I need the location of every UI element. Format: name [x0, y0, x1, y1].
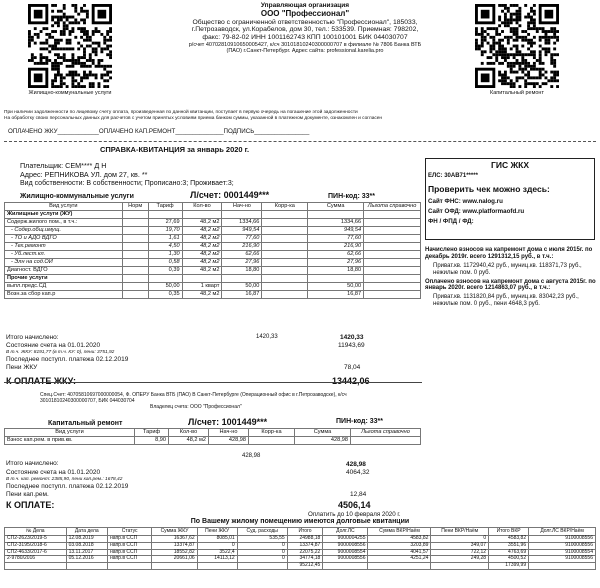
zhku-cell-sum: 949,54 [308, 227, 364, 235]
debt-footer-cell [107, 563, 151, 570]
gis-els: ЕЛС: 30АВ71***** [428, 173, 478, 179]
zhku-cell-name: Прочие услуги [5, 275, 123, 283]
zhku-cell-corr [262, 235, 308, 243]
zhku-col-header: Нач-но [222, 203, 262, 211]
debt-cell: 4763,69 [489, 549, 529, 556]
kap-last-pay-label: Последнее поступл. платежа 02.12.2019 [6, 483, 129, 490]
zhku-cell-name: Жилищные услуги (ЖУ) [5, 211, 123, 219]
debt-cell: 9100008556 [529, 556, 596, 563]
zhku-cell-benefit [364, 219, 421, 227]
zhku-cell-qty [182, 275, 222, 283]
org-line4: г.Петрозаводск, ул.Корабелов, дом 30, тел.: 533539. Приемная: 798202, [191, 26, 419, 34]
zhku-state-note: В т.ч. ЖКУ: 8191,77 (в т.ч. КУ: 0), пени: 3751,92 [6, 350, 115, 355]
zhku-cell-qty: 1 кварт [182, 283, 222, 291]
zhku-cell-acc: 216,90 [222, 243, 262, 251]
notice-2: На обработку своих персональных данных для расчетов с учетом принятых условиям приема банком суммы, указанной в платежном документе, ознакомлен и согласен [4, 116, 383, 121]
org-header [150, 2, 460, 55]
org-line7: (ПАО) г.Санкт-Петербург. Адрес сайта: professional.karelia.pro [226, 48, 384, 55]
kap-row-qty: 48,2 м2 [169, 437, 209, 445]
debt-col-header: Пени ЖКУ [197, 528, 237, 536]
debt-cell: 4500,52 [489, 556, 529, 563]
zhku-pay-label: К ОПЛАТЕ ЖКУ: [6, 376, 77, 386]
debt-cell: 9100008556 [529, 536, 596, 543]
debt-footer-cell [368, 563, 431, 570]
debt-footer-cell [323, 563, 368, 570]
debt-cell: 4251,24 [368, 556, 431, 563]
zhku-col-header: Норм [122, 203, 148, 211]
debt-cell: 05.12.2016 [66, 556, 107, 563]
debt-cell: напр.в ССП [107, 556, 151, 563]
debt-cell: напр.в ССП [107, 542, 151, 549]
kap-account: Л/счет: 1001449*** [188, 417, 268, 427]
debt-cell: 9100008556 [529, 542, 596, 549]
zhku-row [5, 243, 421, 251]
zhku-cell-norm [122, 275, 148, 283]
debt-cell: 4583,82 [489, 536, 529, 543]
kap-col-header: Тариф [135, 429, 169, 437]
debt-col-header: Сумма ВКР/Наём [368, 528, 431, 536]
zhku-pin: ПИН-код: 33** [328, 193, 375, 200]
zhku-cell-sum [308, 211, 364, 219]
zhku-cell-benefit [364, 259, 421, 267]
org-line5: факс: 79-82-02 ИНН 1001162743 КПП 100101001 БИК 044030707 [202, 34, 408, 42]
zhku-cell-norm [122, 227, 148, 235]
zhku-cell-qty: 48,2 м2 [182, 251, 222, 259]
debt-cell: СП2-3195/2018-6 [5, 542, 67, 549]
zhku-cell-name: - Уб.лест.кл. [5, 251, 123, 259]
debt-col-header: Долг.ЛС ВКР/Наём [529, 528, 596, 536]
debt-col-header: Долг.ЛС [323, 528, 368, 536]
zhku-last-pay-val: 78,04 [344, 364, 361, 371]
debt-cell: СП2-4633/2017-6 [5, 549, 67, 556]
zhku-row [5, 227, 421, 235]
debt-cell: 3551,96 [489, 542, 529, 549]
zhku-cell-acc: 27,96 [222, 259, 262, 267]
zhku-cell-norm [122, 235, 148, 243]
zhku-cell-tariff: 19,70 [148, 227, 182, 235]
kap-totals [4, 453, 421, 518]
zhku-cell-benefit [364, 235, 421, 243]
zhku-cell-sum: 50,00 [308, 283, 364, 291]
zhku-cell-sum: 18,80 [308, 267, 364, 275]
zhku-cell-qty: 48,2 м2 [182, 219, 222, 227]
kap-table [4, 428, 421, 445]
zhku-account: Л/счет: 0001449*** [190, 190, 270, 200]
qr-caption-kap: Капитальный ремонт [489, 90, 544, 96]
debt-row [5, 542, 596, 549]
zhku-row [5, 219, 421, 227]
side-info [425, 247, 597, 308]
zhku-row [5, 267, 421, 275]
org-line3: Общество с ограниченной ответственностью "Профессионал", 185033, [192, 18, 418, 26]
gis-fns: Сайт ФНС: www.nalog.ru [428, 198, 503, 205]
debt-footer-cell [197, 563, 237, 570]
receipt-title: СПРАВКА-КВИТАНЦИЯ за январь 2020 г. [100, 145, 250, 154]
debt-cell: 0 [431, 536, 489, 543]
payer: Плательщик: СЕМ**** Д Н [20, 161, 107, 170]
cut-line [4, 141, 596, 142]
side-p2: Приват.кв. 1172940,42 руб., муниц.кв. 118371,73 руб., нежилые пом. 0 руб. [433, 262, 582, 276]
zhku-col-header: Тариф [148, 203, 182, 211]
side-p1: Начислено взносов на капремонт дома с июля 2015г. по декабрь 2019г. всего 1291312,15 руб., в т.ч.: [425, 247, 593, 260]
zhku-cell-acc: 62,66 [222, 251, 262, 259]
paid-signature-line: ОПЛАЧЕНО ЖКУ____________ОПЛАЧЕНО КАП.РЕМОНТ______________ПОДПИСЬ________________ [8, 128, 310, 135]
zhku-cell-norm [122, 219, 148, 227]
kap-peni-label: Пени кап.рем. [6, 491, 49, 498]
debt-cell: 8085,01 [197, 536, 237, 543]
debt-cell: 9000008556 [323, 556, 368, 563]
zhku-cell-acc: 949,54 [222, 227, 262, 235]
spec-line3: Владелец счета: ООО "Профессионал" [150, 403, 242, 410]
zhku-col-header: Кол-во [182, 203, 222, 211]
zhku-cell-benefit [364, 267, 421, 275]
zhku-cell-qty: 48,2 м2 [182, 267, 222, 275]
qr-caption-zhku: Жилищно-коммунальные услуги [28, 90, 112, 96]
debt-cell: 13.11.2017 [66, 549, 107, 556]
kap-col-header: Вид услуги [5, 429, 135, 437]
qr-code-zhku [28, 4, 112, 88]
debt-footer-row [5, 563, 596, 570]
kap-total-label: Итого начислено: [6, 460, 59, 467]
zhku-cell-norm [122, 251, 148, 259]
zhku-cell-qty: 48,2 м2 [182, 291, 222, 299]
zhku-cell-norm [122, 259, 148, 267]
zhku-col-header: Льгота справочно [364, 203, 421, 211]
zhku-divider [4, 382, 422, 383]
debt-cell: 535,55 [237, 536, 287, 543]
debt-col-header: Итого [287, 528, 323, 536]
zhku-cell-name: - ТО и АДО ВДГО [5, 235, 123, 243]
kap-head-row [5, 429, 421, 437]
debt-cell: 03.08.2018 [66, 542, 107, 549]
zhku-cell-tariff: 4,50 [148, 243, 182, 251]
gis-box [425, 158, 595, 240]
debt-footer-total: 95212,45 [287, 563, 323, 570]
kap-row-acc: 428,98 [209, 437, 249, 445]
zhku-row [5, 251, 421, 259]
zhku-col-header: Корр-ка [262, 203, 308, 211]
debt-cell: 14113,12 [197, 556, 237, 563]
zhku-cell-corr [262, 219, 308, 227]
zhku-cell-tariff [148, 275, 182, 283]
debt-cell: 722,12 [431, 549, 489, 556]
zhku-cell-corr [262, 267, 308, 275]
gis-check: Проверить чек можно здесь: [428, 184, 550, 194]
zhku-cell-norm [122, 291, 148, 299]
debt-cell: 0 [237, 549, 287, 556]
zhku-row [5, 259, 421, 267]
zhku-peni-label: Пени ЖКУ [6, 364, 38, 371]
debt-footer-cell [529, 563, 596, 570]
kap-total-acc: 428,98 [242, 453, 261, 459]
debt-cell: напр.в ССП [107, 549, 151, 556]
zhku-cell-benefit [364, 227, 421, 235]
debt-cell: 9000008556 [323, 542, 368, 549]
debt-col-header: Дата дела [66, 528, 107, 536]
zhku-cell-corr [262, 291, 308, 299]
kap-col-header: Кол-во [169, 429, 209, 437]
property-info: Вид собственности: В собственности; Прописано:3; Проживает:3; [20, 180, 234, 187]
debt-footer-cell [66, 563, 107, 570]
zhku-total-acc: 1420,33 [256, 334, 278, 340]
zhku-cell-norm [122, 211, 148, 219]
zhku-total-label: Итого начислено: [6, 334, 59, 341]
zhku-cell-corr [262, 283, 308, 291]
zhku-cell-sum: 16,87 [308, 291, 364, 299]
kap-pay-label: К ОПЛАТЕ: [6, 500, 55, 510]
address: Адрес: РЕПНИКОВА УЛ. дом 27, кв. ** [20, 170, 148, 179]
debt-cell: 12.08.2019 [66, 536, 107, 543]
spec-line1: Спец.Счет: 40705810697000000054, Ф. ОПЕРУ Банка ВТБ (ПАО) В Санкт-Петербурге (Операционный офис в г.Петрозаводске), к/сч [40, 392, 347, 398]
debt-cell: 13374,87 [152, 542, 197, 549]
zhku-header: Жилищно-коммунальные услуги [20, 193, 134, 200]
zhku-cell-tariff [148, 211, 182, 219]
zhku-cell-benefit [364, 251, 421, 259]
zhku-cell-norm [122, 283, 148, 291]
debt-cell: 4041,57 [368, 549, 431, 556]
zhku-pay-val: 13442,06 [332, 376, 370, 386]
kap-row-sum: 428,98 [295, 437, 351, 445]
kap-header: Капитальный ремонт [48, 420, 123, 427]
zhku-table [4, 202, 421, 299]
notice-1: При наличии задолженности по лицевому счету оплата, произведенная по данной квитанции, поступает в первую очередь на погашение этой задолженности [4, 110, 358, 115]
qr-code-kap [475, 4, 559, 88]
zhku-row [5, 235, 421, 243]
debt-cell: напр.в ССП [107, 536, 151, 543]
zhku-head-row [5, 203, 421, 211]
zhku-cell-tariff: 27,69 [148, 219, 182, 227]
debt-cell: 22075,22 [287, 549, 323, 556]
kap-state-val: 4064,32 [346, 469, 370, 476]
zhku-col-header: Сумма [308, 203, 364, 211]
zhku-cell-norm [122, 243, 148, 251]
side-p4: Приват.кв. 1131820,84 руб., муниц.кв. 83042,23 руб., нежилые пом. 0 руб., пени 4648,3 руб. [433, 294, 579, 308]
kap-pay-until: Оплатить до 10 февраля 2020 г. [308, 511, 401, 518]
debt-cell: 34774,18 [287, 556, 323, 563]
debt-col-header: Пени ВКР/Наём [431, 528, 489, 536]
zhku-cell-acc: 1334,66 [222, 219, 262, 227]
zhku-state-val: 11943,69 [338, 342, 365, 349]
zhku-cell-corr [262, 243, 308, 251]
gis-fn: ФН / ФПД / ФД: [428, 218, 474, 225]
zhku-cell-tariff: 1,30 [148, 251, 182, 259]
zhku-row [5, 291, 421, 299]
kap-row [5, 437, 421, 445]
zhku-cell-sum [308, 275, 364, 283]
kap-total-sum: 428,98 [346, 461, 366, 468]
debt-footer-vkr: 17399,99 [489, 563, 529, 570]
zhku-cell-tariff: 1,61 [148, 235, 182, 243]
kap-col-header: Льгота справочно [351, 429, 421, 437]
zhku-cell-name: Диагност. ВДГО [5, 267, 123, 275]
zhku-cell-qty: 48,2 м2 [182, 259, 222, 267]
zhku-cell-name: - Элн на сод.ОИ [5, 259, 123, 267]
gis-ofd: Сайт ОФД: www.platformaofd.ru [428, 208, 525, 215]
debt-cell: 16367,62 [152, 536, 197, 543]
debt-cell: 9000004255 [323, 536, 368, 543]
debt-cell: 0 [197, 542, 237, 549]
kap-row-tariff: 8,90 [135, 437, 169, 445]
kap-row-corr [249, 437, 295, 445]
zhku-cell-benefit [364, 243, 421, 251]
debt-cell: 3203,89 [368, 542, 431, 549]
debt-cell: 20661,06 [152, 556, 197, 563]
zhku-cell-benefit [364, 291, 421, 299]
zhku-row [5, 275, 421, 283]
zhku-cell-sum: 1334,66 [308, 219, 364, 227]
zhku-cell-name: выпл.предс.СД [5, 283, 123, 291]
zhku-cell-acc: 18,80 [222, 267, 262, 275]
kap-col-header: Нач-но [209, 429, 249, 437]
debt-footer-cell [431, 563, 489, 570]
debt-footer-cell [5, 563, 67, 570]
zhku-cell-acc [222, 275, 262, 283]
zhku-cell-benefit [364, 211, 421, 219]
zhku-totals [4, 334, 421, 394]
zhku-cell-corr [262, 211, 308, 219]
debt-cell: СП2-2623/2019-5 [5, 536, 67, 543]
zhku-cell-acc: 16,87 [222, 291, 262, 299]
zhku-row [5, 283, 421, 291]
zhku-cell-acc [222, 211, 262, 219]
zhku-cell-tariff: 0,39 [148, 267, 182, 275]
debt-cell: 13374,87 [287, 542, 323, 549]
debt-cell: 3522,4 [197, 549, 237, 556]
zhku-cell-qty [182, 211, 222, 219]
zhku-cell-name: Содерж.жилого пом., в т.ч.: [5, 219, 123, 227]
debt-cell: 18552,82 [152, 549, 197, 556]
gis-title: ГИС ЖКХ [491, 160, 529, 170]
zhku-cell-corr [262, 275, 308, 283]
zhku-cell-sum: 27,96 [308, 259, 364, 267]
zhku-total-sum: 1420,33 [340, 334, 364, 341]
kap-col-header: Корр-ка [249, 429, 295, 437]
debt-col-header: Итого ВКР [489, 528, 529, 536]
debt-cell: 24988,18 [287, 536, 323, 543]
zhku-cell-tariff: 50,00 [148, 283, 182, 291]
side-p3: Оплачено взносов на капремонт дома с августа 2015г. по январь 2020г. всего 1214863,07 руб., в т.ч.: [425, 278, 596, 292]
kap-pin: ПИН-код: 33** [336, 418, 383, 425]
zhku-row [5, 211, 421, 219]
zhku-cell-qty: 48,2 м2 [182, 243, 222, 251]
zhku-state-label: Состояние счета на 01.01.2020 [6, 342, 101, 349]
debt-cell: 349,07 [431, 542, 489, 549]
spec-account [40, 393, 440, 410]
zhku-cell-qty: 48,2 м2 [182, 235, 222, 243]
kap-row-name: Взнос кап.рем. в прив.кв. [5, 437, 135, 445]
kap-last-pay-val: 12,84 [350, 491, 367, 498]
zhku-cell-corr [262, 227, 308, 235]
kap-pay-val: 4506,14 [338, 500, 371, 510]
zhku-cell-sum: 216,90 [308, 243, 364, 251]
kap-row-benefit [351, 437, 421, 445]
org-line6: р/счет 40702810910650005427, к/сч 30101810240300000707 в филиале № 7806 Банка ВТБ [188, 42, 422, 49]
zhku-cell-acc: 50,00 [222, 283, 262, 291]
debt-cell: 0 [237, 556, 287, 563]
debt-footer-cell [237, 563, 287, 570]
zhku-cell-tariff: 0,58 [148, 259, 182, 267]
debt-cell: 0 [237, 542, 287, 549]
debt-cell: 9000008554 [323, 549, 368, 556]
debt-cell: 9100008554 [529, 549, 596, 556]
zhku-cell-tariff: 0,35 [148, 291, 182, 299]
zhku-cell-corr [262, 259, 308, 267]
spec-line2: 30101810240300000707, БИК 044030704 [40, 397, 135, 404]
debt-col-header: Сумма ЖКУ [152, 528, 197, 536]
debt-cell: 4583,82 [368, 536, 431, 543]
zhku-cell-corr [262, 251, 308, 259]
debt-cell: 2-9780/2016 [5, 556, 67, 563]
org-name: ООО "Профессионал" [260, 9, 350, 19]
zhku-col-header: Вид услуги [5, 203, 123, 211]
zhku-cell-name: - Содер.общ.имущ. [5, 227, 123, 235]
zhku-cell-benefit [364, 275, 421, 283]
kap-state-note: В т.ч. кап. ремонт: 2385,90, пени кап.рем.: 1678,42 [6, 477, 123, 482]
zhku-cell-norm [122, 267, 148, 275]
debt-col-header: Статус [107, 528, 151, 536]
debt-col-header: № Дела [5, 528, 67, 536]
kap-col-header: Сумма [295, 429, 351, 437]
debt-title: По Вашему жилому помещению имеются долговые квитанции [190, 518, 410, 525]
debt-cell: 249,28 [431, 556, 489, 563]
zhku-cell-sum: 62,66 [308, 251, 364, 259]
zhku-cell-sum: 77,60 [308, 235, 364, 243]
debt-col-header: Суд. расходы [237, 528, 287, 536]
zhku-cell-qty: 48,2 м2 [182, 227, 222, 235]
zhku-cell-name: Возн.за сбор кап.р [5, 291, 123, 299]
debt-footer-cell [152, 563, 197, 570]
org-line1: Управляющая организация [260, 2, 350, 9]
debt-table [4, 527, 596, 570]
zhku-cell-name: - Тех.ремонт [5, 243, 123, 251]
zhku-cell-benefit [364, 283, 421, 291]
zhku-cell-acc: 77,60 [222, 235, 262, 243]
zhku-last-pay-label: Последнее поступл. платежа 02.12.2019 [6, 356, 129, 363]
kap-state-label: Состояние счета на 01.01.2020 [6, 469, 101, 476]
